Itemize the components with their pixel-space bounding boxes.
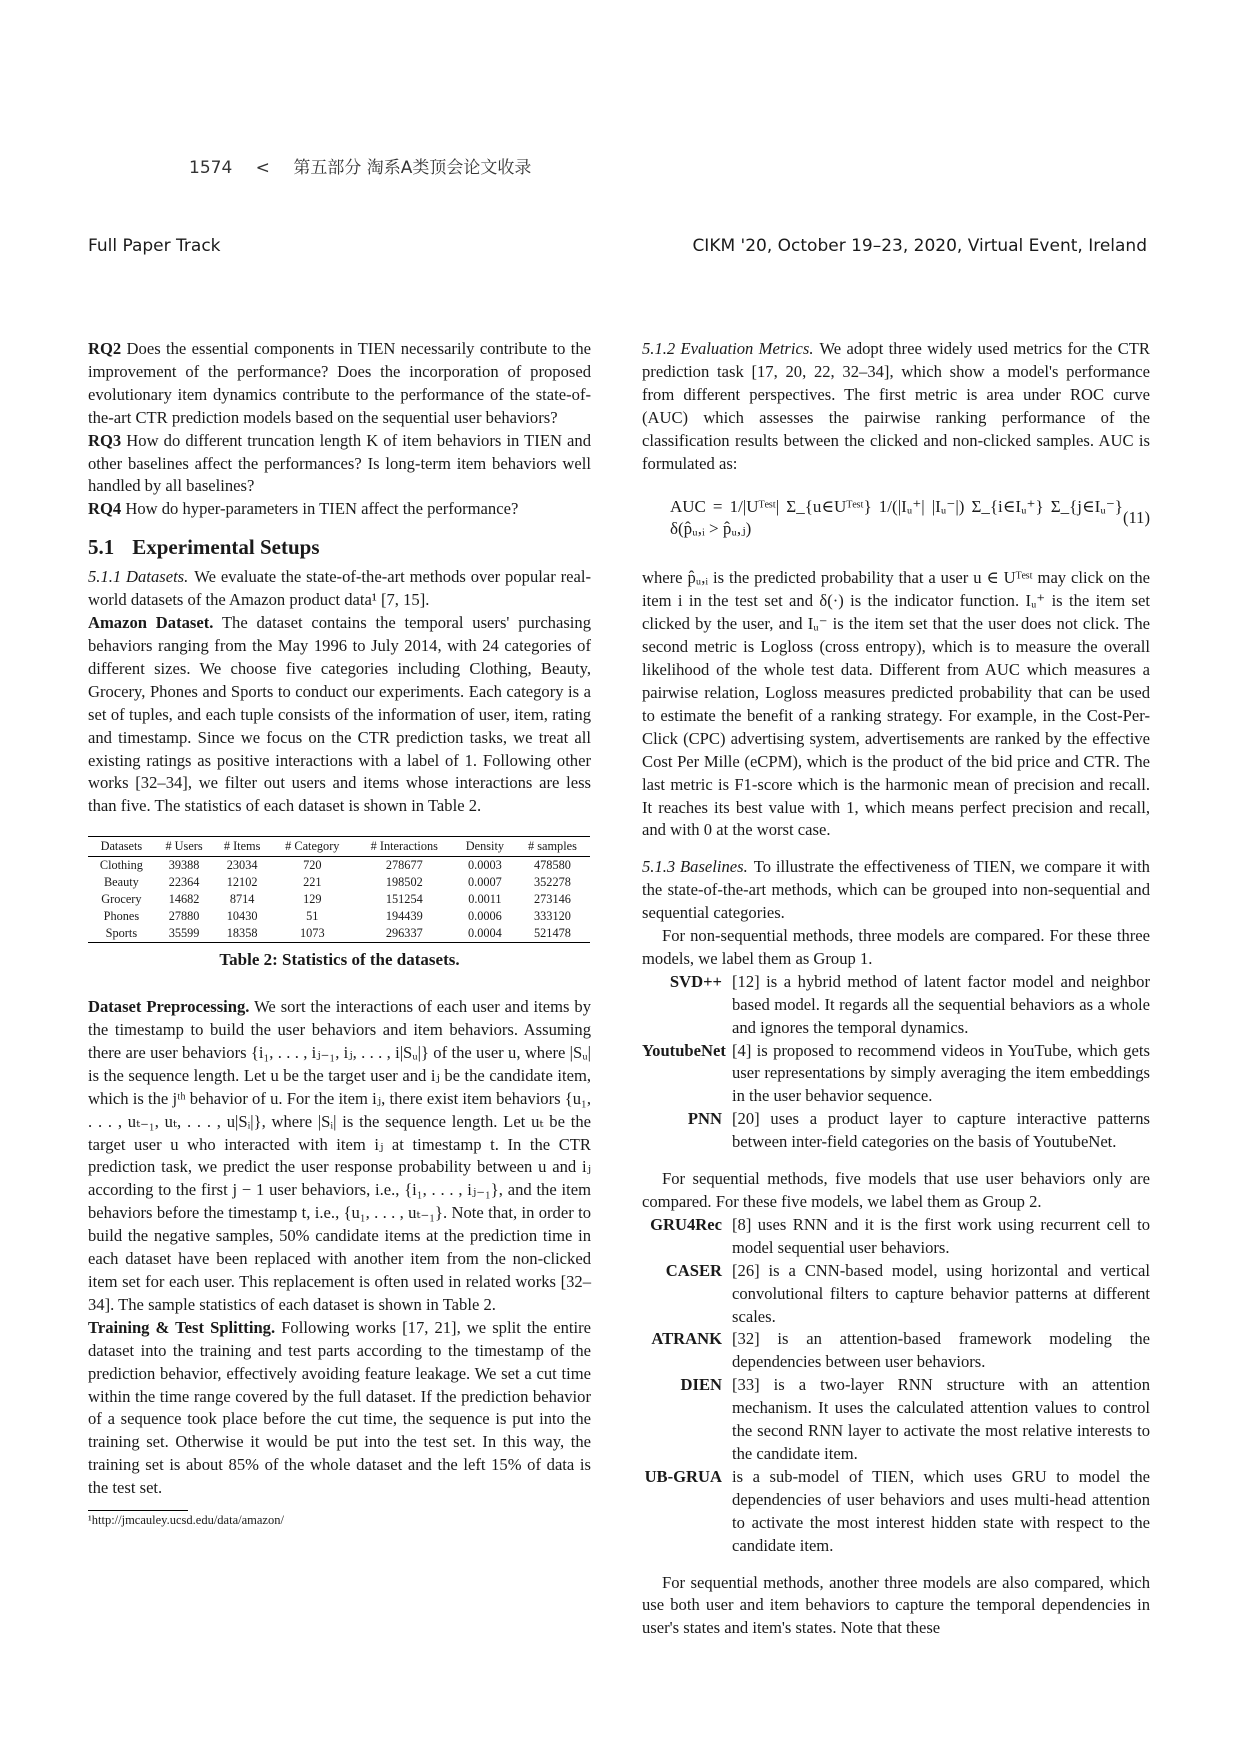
model-description: [12] is a hybrid method of latent factor model and neighbor based model. It regards all the sequential behaviors as a whole and ignores the temporal dynamics. bbox=[732, 971, 1150, 1037]
model-description: [26] is a CNN-based model, using horizontal and vertical convolutional filters to capture behavior patterns at different scales. bbox=[732, 1260, 1150, 1326]
table-cell: 278677 bbox=[385, 858, 423, 873]
table-cell: 0.0006 bbox=[467, 909, 502, 924]
model-name: UB-GRUA bbox=[644, 1466, 722, 1486]
table-cell: 35599 bbox=[155, 925, 214, 943]
amazon-label: Amazon Dataset. bbox=[88, 613, 214, 633]
table-cell: 0.0007 bbox=[467, 875, 502, 890]
rq3-text: How do different truncation length K of item behaviors in TIEN and other baselines affect the performances? Is long-term item behaviors well handled by all baselines? bbox=[88, 430, 591, 496]
table-cell: 151254 bbox=[385, 892, 423, 907]
model-description: [20] uses a product layer to capture interactive patterns between inter-field categories on the basis of YoutubeNet. bbox=[732, 1109, 1150, 1152]
metrics-heading: 5.1.2 Evaluation Metrics. bbox=[642, 339, 814, 358]
table-cell: Sports bbox=[88, 925, 155, 943]
table-cell: 0.0004 bbox=[455, 925, 515, 943]
rq2-label: RQ2 bbox=[88, 339, 122, 358]
table-cell: 10430 bbox=[226, 909, 258, 924]
table-header-cell: # Category bbox=[271, 837, 354, 857]
baselines-text: To illustrate the effectiveness of TIEN, we compare it with the state-of-the-art methods, which can be grouped into non-sequential and sequential categories. bbox=[642, 857, 1150, 923]
running-header-left: Full Paper Track bbox=[88, 236, 221, 256]
table-cell: 194439 bbox=[385, 909, 423, 924]
list-item bbox=[642, 1214, 1150, 1260]
left-column bbox=[88, 338, 591, 1529]
table-row bbox=[88, 874, 590, 891]
table-cell: 1073 bbox=[271, 925, 354, 943]
table-cell: 720 bbox=[303, 858, 322, 873]
group3-intro: For sequential methods, another three models are also compared, which use both user and item behaviors to capture the temporal dependencies in user's states and item's states. Note that these bbox=[642, 1572, 1150, 1638]
model-description: [33] is a two-layer RNN structure with an attention mechanism. It uses the calculated attention values to control the second RNN layer to activate the most relative interests to the candidate item. bbox=[732, 1375, 1150, 1463]
footnote: ¹http://jmcauley.ucsd.edu/data/amazon/ bbox=[88, 1513, 284, 1528]
preprocessing-label: Dataset Preprocessing. bbox=[88, 997, 250, 1017]
splitting-paragraph bbox=[88, 1317, 591, 1500]
table-cell: 198502 bbox=[385, 875, 423, 890]
datasets-heading: 5.1.1 Datasets. bbox=[88, 567, 189, 587]
table-cell: 333120 bbox=[534, 909, 571, 924]
amazon-paragraph bbox=[88, 612, 591, 818]
table-cell: 18358 bbox=[213, 925, 271, 943]
group2-list bbox=[642, 1214, 1150, 1558]
model-description: is a sub-model of TIEN, which uses GRU to model the dependencies of user behaviors and uses multi-head attention to activate the most interest hidden state with respect to the candidate item. bbox=[732, 1466, 1150, 1555]
book-header bbox=[189, 153, 549, 178]
model-description: [4] is proposed to recommend videos in YouTube, which gets user representations by simply averaging the item embeddings in the user behavior sequence. bbox=[732, 1040, 1150, 1106]
table-header-cell: # Users bbox=[155, 837, 214, 857]
rq3-paragraph bbox=[88, 430, 591, 499]
list-item bbox=[642, 1374, 1150, 1466]
statistics-table bbox=[88, 836, 590, 943]
model-name: DIEN bbox=[680, 1375, 722, 1395]
table-header-cell: Datasets bbox=[88, 837, 155, 857]
group2-intro: For sequential methods, five models that use user behaviors only are compared. For these five models, we label them as Group 2. bbox=[642, 1169, 1150, 1211]
section-title: Experimental Setups bbox=[132, 535, 320, 560]
table-cell: 51 bbox=[306, 909, 319, 924]
list-item bbox=[642, 1260, 1150, 1329]
table-cell: Phones bbox=[103, 909, 140, 924]
table-cell: 352278 bbox=[534, 875, 571, 890]
metrics-paragraph-2: where p̂ᵤ,ᵢ is the predicted probability that a user u ∈ Uᵀᵉˢᵗ may click on the item i in the test set and δ(·) is the indicator function. Iᵤ⁺ is the item set clicked by the user, and Iᵤ⁻ is the item set that the user does not click. The second metric is Logloss (cross entropy), which is to measure the overall likelihood of the whole test data. Different from AUC which measures a pairwise relation, Logloss measures predicted probability that can be used to estimate the benefit of a ranking strategy. For example, in the Cost-Per-Click (CPC) advertising system, advertisements are ranked by the effective Cost Per Mille (eCPM), which is the product of the bid price and CTR. The last metric is F1-score which is the harmonic mean of precision and recall. It reaches its best value with 1, which means perfect precision and recall, and with 0 at the worst case. bbox=[642, 568, 1150, 840]
group1-list bbox=[642, 971, 1150, 1154]
table-header-cell: Density bbox=[455, 837, 515, 857]
model-name: PNN bbox=[687, 1109, 722, 1129]
model-name: GRU4Rec bbox=[650, 1214, 722, 1234]
table-header-row bbox=[88, 837, 590, 857]
table-cell: 0.0011 bbox=[468, 892, 502, 907]
list-item bbox=[642, 1466, 1150, 1558]
preprocessing-paragraph bbox=[88, 996, 591, 1317]
rq4-label: RQ4 bbox=[88, 499, 122, 519]
table-header-cell: # Items bbox=[213, 837, 271, 857]
table-cell: 14682 bbox=[168, 892, 200, 907]
amazon-text: The dataset contains the temporal users' purchasing behaviors ranging from the May 1996 to July 2014, with 24 categories of different sizes. We choose five categories including Clothing, Beauty, Grocery, Phones and Sports to conduct our experiments. Each category is a set of tuples, and each tuple consists of the information of user, item, rating and timestamp. Since we focus on the CTR prediction tasks, we treat all existing ratings as positive interactions with a label of 1. Following other works [32–34], we filter out users and items whose interactions are less than five. The statistics of each dataset is shown in Table 2. bbox=[88, 613, 592, 816]
book-section-title: 第五部分 淘系A类顶会论文收录 bbox=[293, 158, 532, 178]
list-item bbox=[642, 1328, 1150, 1374]
table-cell: 478580 bbox=[534, 858, 571, 873]
table-cell: Beauty bbox=[103, 875, 139, 890]
table-header-cell: # Interactions bbox=[354, 837, 455, 857]
datasets-text: We evaluate the state-of-the-art methods over popular real-world datasets of the Amazon product data¹ [7, 15]. bbox=[88, 567, 592, 610]
table-cell: 296337 bbox=[354, 925, 455, 943]
book-page-number: 1574 bbox=[189, 158, 233, 178]
table-cell: 129 bbox=[303, 892, 322, 907]
table-row bbox=[88, 908, 590, 925]
table-cell: 22364 bbox=[168, 875, 200, 890]
model-name: ATRANK bbox=[651, 1329, 722, 1349]
auc-formula-body: AUC = 1/|Uᵀᵉˢᵗ| Σ_{u∈Uᵀᵉˢᵗ} 1/(|Iᵤ⁺| |Iᵤ⁻|) Σ_{i∈Iᵤ⁺} Σ_{j∈Iᵤ⁻} δ(p̂ᵤ,ᵢ > p̂ᵤ,ⱼ) bbox=[670, 496, 1123, 539]
list-item bbox=[642, 1040, 1150, 1109]
metrics-text: We adopt three widely used metrics for the CTR prediction task [17, 20, 22, 32–34], which show a model's performance from different perspectives. The first metric is area under ROC curve (AUC) which assesses the pairwise ranking performance of the classification results between the clicked and non-clicked samples. AUC is formulated as: bbox=[642, 339, 1150, 473]
formula-number: (11) bbox=[1122, 507, 1150, 527]
model-description: [32] is an attention-based framework modeling the dependencies between user behaviors. bbox=[732, 1329, 1150, 1372]
table-cell: 12102 bbox=[226, 875, 258, 890]
table-cell: Grocery bbox=[101, 892, 142, 907]
table-cell: 39388 bbox=[168, 858, 200, 873]
right-column bbox=[642, 338, 1150, 1640]
table-cell: 23034 bbox=[226, 858, 258, 873]
baselines-heading: 5.1.3 Baselines. bbox=[642, 857, 748, 877]
splitting-text: Following works [17, 21], we split the entire dataset into the training and test parts according to the timestamp of the prediction behavior, effectively avoiding feature leakage. We set a cut time within the time range covered by the full dataset. If the prediction behavior of a sequence took place before the cut time, the sequence is put into the training set. Otherwise it would be put into the test set. In this way, the training set is about 85% of the whole dataset and the left 15% of data is the test set. bbox=[88, 1317, 591, 1498]
list-item bbox=[642, 1108, 1150, 1154]
table-header-cell: # samples bbox=[515, 837, 590, 857]
list-item bbox=[642, 971, 1150, 1040]
baselines-paragraph bbox=[642, 856, 1150, 925]
datasets-paragraph bbox=[88, 566, 591, 612]
table-cell: 273146 bbox=[534, 892, 571, 907]
model-description: [8] uses RNN and it is the first work using recurrent cell to model sequential user behaviors. bbox=[732, 1214, 1150, 1257]
rq2-paragraph bbox=[88, 338, 591, 430]
rq3-label: RQ3 bbox=[88, 430, 122, 450]
table-row bbox=[88, 925, 590, 943]
table-row bbox=[88, 857, 590, 875]
table-cell: Clothing bbox=[99, 858, 143, 873]
table-caption: Table 2: Statistics of the datasets. bbox=[219, 950, 460, 970]
table-cell: 27880 bbox=[168, 909, 200, 924]
auc-formula bbox=[642, 483, 1150, 553]
metrics-paragraph bbox=[642, 338, 1150, 475]
splitting-label: Training & Test Splitting. bbox=[88, 1317, 276, 1337]
table-cell: 0.0003 bbox=[467, 858, 502, 873]
section-heading bbox=[88, 534, 591, 560]
table-row bbox=[88, 891, 590, 908]
model-name: SVD++ bbox=[669, 971, 722, 991]
table-cell: 221 bbox=[303, 875, 322, 890]
model-name: YoutubeNet bbox=[642, 1040, 726, 1060]
section-number: 5.1 bbox=[88, 535, 115, 560]
preprocessing-text: We sort the interactions of each user and items by the timestamp to build the user behaviors and item behaviors. Assuming there are user behaviors {i₁, . . . , iⱼ₋₁, iⱼ, . . . , i|Sᵤ|} of the user u, where |Sᵤ| is the sequence length. Let u be the target user and iⱼ be the candidate item, which is the jᵗʰ behavior of u. For the item iⱼ, there exist item behaviors {u₁, . . . , uₜ₋₁, uₜ, . . . , u|Sᵢ|}, where |Sᵢ| is the sequence length. Let uₜ be the target user u who interacted with item iⱼ at timestamp t. In the CTR prediction task, we predict the user response probability between u and iⱼ according to the first j − 1 user behaviors, i.e., {i₁, . . . , iⱼ₋₁}, and the item behaviors before the timestamp t, i.e., {u₁, . . . , uₜ₋₁}. Note that, in order to build the negative samples, 50% candidate items at the prediction time in each dataset have been replaced with another item from the non-clicked item set for each user. This replacement is often used in related works [32–34]. The sample statistics of each dataset is shown in Table 2. bbox=[88, 997, 592, 1314]
running-header-right: CIKM '20, October 19–23, 2020, Virtual Event, Ireland bbox=[692, 236, 1147, 256]
group1-intro: For non-sequential methods, three models are compared. For these three models, we label them as Group 1. bbox=[642, 926, 1150, 968]
book-separator-icon: < bbox=[255, 158, 270, 178]
model-name: CASER bbox=[665, 1260, 722, 1280]
rq4-text: How do hyper-parameters in TIEN affect the performance? bbox=[121, 499, 519, 519]
table-cell: 521478 bbox=[515, 925, 590, 943]
table-cell: 8714 bbox=[229, 892, 255, 907]
rq2-text: Does the essential components in TIEN necessarily contribute to the improvement of the performance? Does the incorporation of proposed evolutionary item dynamics contribute to the performance of the state-of-the-art CTR prediction models based on the sequential user behaviors? bbox=[88, 339, 591, 427]
rq4-paragraph bbox=[88, 498, 591, 521]
